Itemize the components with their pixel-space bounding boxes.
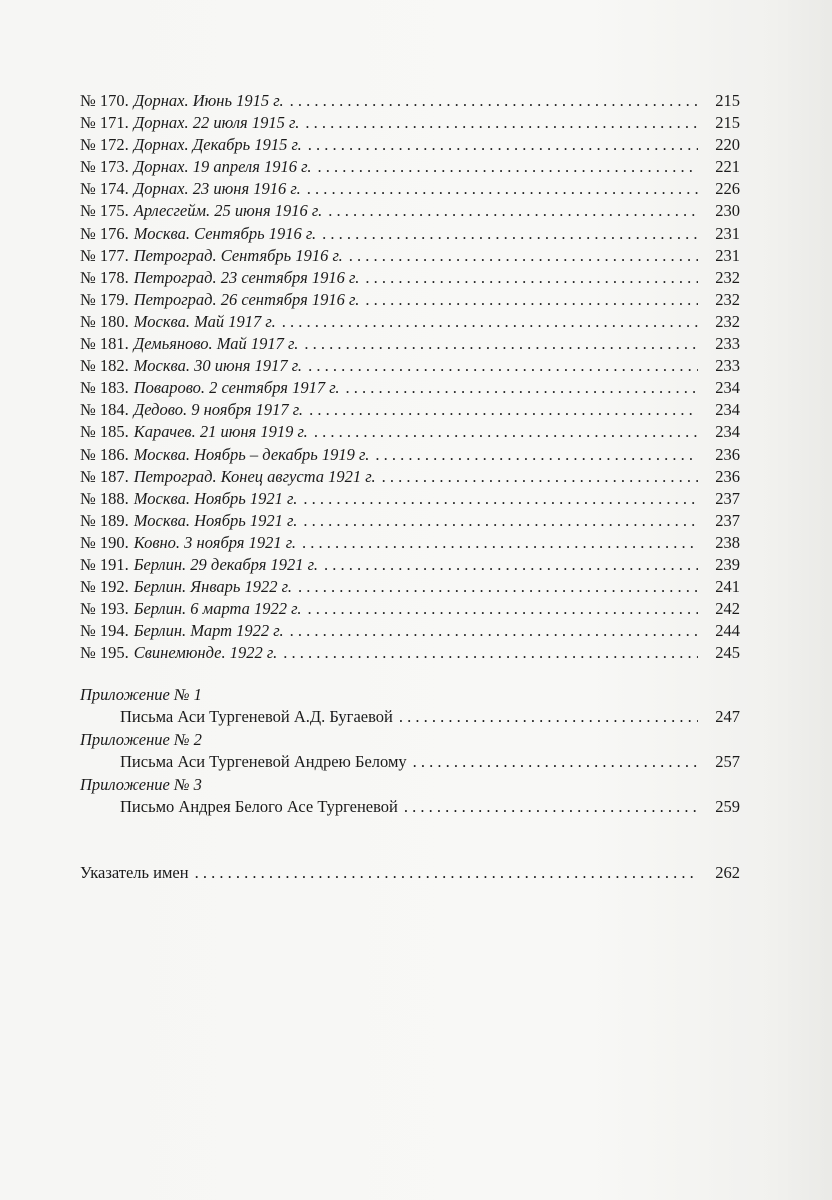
entry-number: № 174. bbox=[80, 179, 129, 199]
leader-dots bbox=[318, 156, 698, 178]
toc-entry bbox=[80, 112, 740, 134]
toc-entry bbox=[80, 576, 740, 598]
entry-page-number: 236 bbox=[715, 444, 740, 464]
leader-dots bbox=[399, 706, 698, 728]
entry-page-number: 221 bbox=[715, 157, 740, 177]
entry-number: № 176. bbox=[80, 223, 129, 243]
entry-title: Берлин. Март 1922 г. bbox=[133, 621, 284, 641]
entry-page-number: 232 bbox=[715, 289, 740, 309]
leader-dots bbox=[413, 751, 698, 773]
entry-number: № 188. bbox=[80, 488, 129, 508]
leader-dots bbox=[195, 862, 698, 884]
entry-title: Дорнах. 22 июля 1915 г. bbox=[133, 113, 300, 133]
table-of-contents bbox=[80, 90, 740, 884]
entry-title: Поварово. 2 сентября 1917 г. bbox=[133, 378, 340, 398]
toc-entry bbox=[80, 267, 740, 289]
entry-title: Петроград. 23 сентября 1916 г. bbox=[133, 267, 360, 287]
leader-dots bbox=[346, 377, 698, 399]
leader-dots bbox=[305, 112, 698, 134]
leader-dots bbox=[308, 355, 698, 377]
entry-title: Демьяново. Май 1917 г. bbox=[133, 334, 299, 354]
toc-appendices bbox=[80, 684, 740, 818]
appendix-page-number: 247 bbox=[715, 707, 740, 727]
entry-number: № 182. bbox=[80, 356, 129, 376]
leader-dots bbox=[328, 200, 698, 222]
leader-dots bbox=[365, 289, 698, 311]
appendix-title: Письмо Андрея Белого Асе Тургеневой bbox=[120, 797, 398, 817]
entry-page-number: 244 bbox=[715, 621, 740, 641]
toc-entry bbox=[80, 421, 740, 443]
entry-title: Петроград. 26 сентября 1916 г. bbox=[133, 289, 360, 309]
toc-entry bbox=[80, 466, 740, 488]
leader-dots bbox=[304, 333, 698, 355]
appendix-page-number: 259 bbox=[715, 797, 740, 817]
entry-number: № 187. bbox=[80, 466, 129, 486]
leader-dots bbox=[324, 554, 698, 576]
entry-number: № 189. bbox=[80, 510, 129, 530]
entry-page-number: 241 bbox=[715, 577, 740, 597]
appendix-entry bbox=[80, 751, 740, 773]
entry-title: Свинемюнде. 1922 г. bbox=[133, 643, 278, 663]
toc-entry bbox=[80, 532, 740, 554]
toc-entry bbox=[80, 90, 740, 112]
index-title: Указатель имен bbox=[80, 863, 189, 883]
toc-entry bbox=[80, 598, 740, 620]
appendix-title: Письма Аси Тургеневой Андрею Белому bbox=[120, 752, 407, 772]
entry-page-number: 234 bbox=[715, 400, 740, 420]
toc-entry bbox=[80, 399, 740, 421]
appendix-entry bbox=[80, 796, 740, 818]
entry-page-number: 239 bbox=[715, 554, 740, 574]
entry-number: № 183. bbox=[80, 378, 129, 398]
entry-title: Берлин. 29 декабря 1921 г. bbox=[133, 554, 318, 574]
toc-entry bbox=[80, 333, 740, 355]
toc-entry bbox=[80, 620, 740, 642]
appendix-entry bbox=[80, 706, 740, 728]
entry-page-number: 226 bbox=[715, 179, 740, 199]
entry-title: Петроград. Конец августа 1921 г. bbox=[133, 466, 376, 486]
page-edge-shadow bbox=[772, 0, 832, 1200]
appendix-page-number: 257 bbox=[715, 752, 740, 772]
entry-page-number: 230 bbox=[715, 201, 740, 221]
appendix-heading: Приложение № 3 bbox=[80, 775, 202, 795]
appendix-heading: Приложение № 2 bbox=[80, 730, 202, 750]
entry-number: № 180. bbox=[80, 311, 129, 331]
entry-page-number: 233 bbox=[715, 356, 740, 376]
entry-number: № 190. bbox=[80, 532, 129, 552]
entry-page-number: 231 bbox=[715, 223, 740, 243]
toc-entry bbox=[80, 488, 740, 510]
entry-number: № 186. bbox=[80, 444, 129, 464]
entry-number: № 191. bbox=[80, 554, 129, 574]
entry-title: Москва. Сентябрь 1916 г. bbox=[133, 223, 317, 243]
leader-dots bbox=[298, 576, 698, 598]
toc-entry bbox=[80, 223, 740, 245]
entry-number: № 184. bbox=[80, 400, 129, 420]
entry-number: № 192. bbox=[80, 577, 129, 597]
leader-dots bbox=[290, 620, 698, 642]
leader-dots bbox=[302, 532, 698, 554]
toc-entry bbox=[80, 355, 740, 377]
leader-dots bbox=[303, 488, 698, 510]
entry-number: № 181. bbox=[80, 334, 129, 354]
leader-dots bbox=[404, 796, 698, 818]
entry-page-number: 234 bbox=[715, 422, 740, 442]
toc-entry bbox=[80, 178, 740, 200]
leader-dots bbox=[282, 311, 698, 333]
toc-entry bbox=[80, 510, 740, 532]
appendix-title: Письма Аси Тургеневой А.Д. Бугаевой bbox=[120, 707, 393, 727]
toc-entry bbox=[80, 444, 740, 466]
toc-entry bbox=[80, 156, 740, 178]
leader-dots bbox=[283, 642, 698, 664]
entry-title: Карачев. 21 июня 1919 г. bbox=[133, 422, 308, 442]
entry-page-number: 233 bbox=[715, 334, 740, 354]
leader-dots bbox=[307, 598, 698, 620]
leader-dots bbox=[307, 178, 698, 200]
leader-dots bbox=[303, 510, 698, 532]
entry-number: № 173. bbox=[80, 157, 129, 177]
leader-dots bbox=[322, 223, 698, 245]
entry-title: Дорнах. 19 апреля 1916 г. bbox=[133, 157, 312, 177]
entry-title: Москва. Ноябрь 1921 г. bbox=[133, 510, 298, 530]
entry-title: Дорнах. Июнь 1915 г. bbox=[133, 91, 284, 110]
toc-entry bbox=[80, 200, 740, 222]
leader-dots bbox=[349, 245, 698, 267]
toc-entry bbox=[80, 377, 740, 399]
toc-index-row bbox=[80, 862, 740, 884]
leader-dots bbox=[308, 134, 698, 156]
entry-number: № 172. bbox=[80, 135, 129, 155]
entry-title: Дорнах. Декабрь 1915 г. bbox=[133, 135, 302, 155]
toc-entry bbox=[80, 289, 740, 311]
toc-entry bbox=[80, 245, 740, 267]
entry-title: Дорнах. 23 июня 1916 г. bbox=[133, 179, 301, 199]
entry-title: Москва. Май 1917 г. bbox=[133, 311, 276, 331]
entry-title: Арлесгейм. 25 июня 1916 г. bbox=[133, 201, 323, 221]
leader-dots bbox=[290, 90, 698, 112]
entry-title: Ковно. 3 ноября 1921 г. bbox=[133, 532, 297, 552]
entry-number: № 194. bbox=[80, 621, 129, 641]
entry-title: Берлин. 6 марта 1922 г. bbox=[133, 599, 302, 619]
entry-page-number: 215 bbox=[715, 113, 740, 133]
entry-number: № 195. bbox=[80, 643, 129, 663]
entry-title: Москва. Ноябрь 1921 г. bbox=[133, 488, 298, 508]
entry-number: № 193. bbox=[80, 599, 129, 619]
entry-number: № 171. bbox=[80, 113, 129, 133]
toc-entry bbox=[80, 642, 740, 664]
entry-page-number: 238 bbox=[715, 532, 740, 552]
entry-number: № 185. bbox=[80, 422, 129, 442]
entry-page-number: 237 bbox=[715, 510, 740, 530]
leader-dots bbox=[314, 421, 698, 443]
entry-page-number: 245 bbox=[715, 643, 740, 663]
toc-entry bbox=[80, 134, 740, 156]
entry-page-number: 232 bbox=[715, 311, 740, 331]
leader-dots bbox=[365, 267, 698, 289]
entry-number: № 177. bbox=[80, 245, 129, 265]
leader-dots bbox=[309, 399, 698, 421]
entry-page-number: 237 bbox=[715, 488, 740, 508]
entry-number: № 178. bbox=[80, 267, 129, 287]
entry-page-number: 220 bbox=[715, 135, 740, 155]
entry-page-number: 231 bbox=[715, 245, 740, 265]
entry-title: Москва. Ноябрь – декабрь 1919 г. bbox=[133, 444, 370, 464]
entry-page-number: 242 bbox=[715, 599, 740, 619]
leader-dots bbox=[382, 466, 698, 488]
entry-number: № 175. bbox=[80, 201, 129, 221]
entry-title: Петроград. Сентябрь 1916 г. bbox=[133, 245, 343, 265]
entry-page-number: 234 bbox=[715, 378, 740, 398]
appendix-heading: Приложение № 1 bbox=[80, 685, 202, 705]
leader-dots bbox=[375, 444, 698, 466]
entry-page-number: 215 bbox=[715, 91, 740, 110]
toc-entry bbox=[80, 311, 740, 333]
entry-title: Дедово. 9 ноября 1917 г. bbox=[133, 400, 304, 420]
entry-page-number: 232 bbox=[715, 267, 740, 287]
entry-number: № 170. bbox=[80, 91, 129, 110]
entry-number: № 179. bbox=[80, 289, 129, 309]
entry-title: Берлин. Январь 1922 г. bbox=[133, 577, 292, 597]
index-page-number: 262 bbox=[715, 863, 740, 883]
entry-page-number: 236 bbox=[715, 466, 740, 486]
toc-entries bbox=[80, 90, 740, 664]
entry-title: Москва. 30 июня 1917 г. bbox=[133, 356, 303, 376]
toc-entry bbox=[80, 554, 740, 576]
